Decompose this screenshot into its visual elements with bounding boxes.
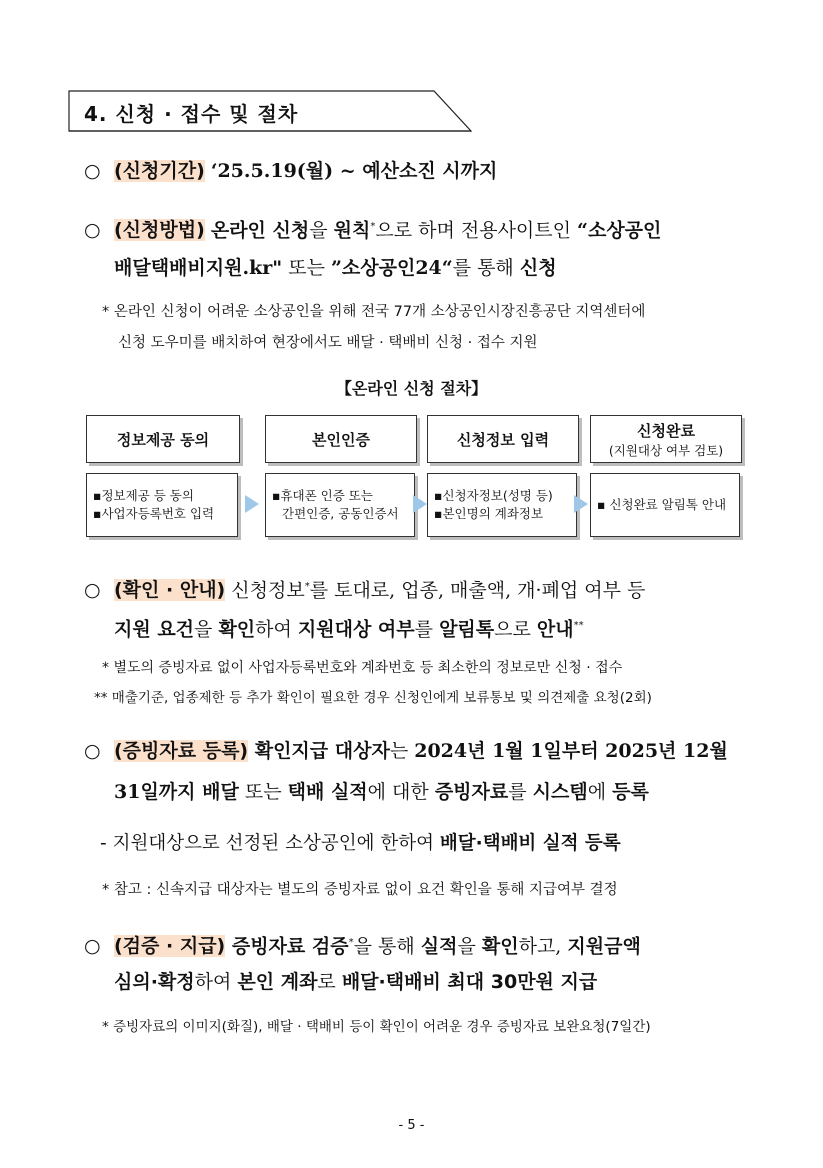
verify-t4: 을 [457,935,482,958]
confirm-t10: 으로 [494,618,537,641]
flow-detail-line: 간편인증, 공동인증서 [282,506,399,521]
verify-t1: 증빙자료 검증 [225,935,349,958]
flow-detail-consent [86,473,238,537]
confirm-t11: 안내 [536,618,574,641]
evidence-marker: ○ [84,740,101,762]
evidence-t11: 에 [587,781,613,803]
verify-t11: 로 [317,971,342,993]
flow-detail-line: ▪본인명의 계좌정보 [434,506,544,521]
confirm-sup1: * [304,581,310,592]
flow-step-title: 신청정보 입력 [456,430,550,449]
evidence-t6: 택배 실적 [287,781,368,803]
confirm-t8: 를 [414,618,440,641]
confirm-note2 [94,687,652,709]
verify-item [84,929,641,960]
evidence-t4: 31일까지 배달 [114,781,239,803]
flow-step-title: 신청완료 [637,421,695,440]
method-note-mark: * [102,304,110,320]
method-online: 온라인 신청 [210,219,310,242]
flow-step-consent [86,415,240,463]
confirm-t6: 하여 [255,618,298,641]
flow-detail-line: ▪사업자등록번호 입력 [93,506,215,521]
confirm-sup2: ** [573,620,584,631]
evidence-item-line2 [114,778,649,806]
method-sup: * [370,221,376,232]
period-label: (신청기간) [114,160,205,182]
verify-label: (검증 · 지급) [114,935,226,958]
confirm-t5: 확인 [218,618,256,641]
method-principle: 원칙 [333,219,371,242]
confirm-note1-mark: * [102,660,109,676]
flow-arrow-icon [574,495,588,513]
flow-arrow-icon [245,495,259,513]
period-item [84,157,497,185]
method-t4: 으로 하며 전용사이트인 [375,219,578,242]
flow-detail-complete [590,473,740,537]
flow-detail-line: ▪휴대폰 인증 또는 [272,488,373,503]
verify-sup: * [348,937,354,948]
method-item-line2 [114,254,557,282]
method-note [102,301,645,323]
method-site1b: 배달택배비지원.kr" [114,257,283,279]
evidence-t8: 증빙자료 [434,781,509,803]
evidence-item [84,737,728,765]
verify-t7: 지원금액 [567,935,641,958]
period-marker: ○ [84,160,101,182]
confirm-note2-text: 매출기준, 업종제한 등 추가 확인이 필요한 경우 신청인에게 보류통보 및 의견제출 요청(2회) [111,690,652,706]
flow-step-title: 본인인증 [312,430,370,449]
method-t7: 또는 [282,257,331,279]
confirm-note1-text: 별도의 증빙자료 없이 사업자등록번호와 계좌번호 등 최소한의 정보로만 신청 · 접수 [113,660,623,676]
period-text: ‘25.5.19(월) ~ 예산소진 시까지 [210,160,498,182]
confirm-note2-mark: ** [94,690,108,706]
flow-detail-auth [265,473,415,537]
method-item [84,213,661,244]
evidence-dash-item [100,830,621,858]
confirm-item-line2 [114,612,584,643]
evidence-t9: 를 [508,781,533,803]
evidence-note [102,879,618,901]
confirm-label: (확인 · 안내) [114,579,226,602]
verify-t2: 을 통해 [353,935,421,958]
flow-step-input [427,415,579,463]
verify-t8: 심의·확정 [114,971,195,993]
method-marker: ○ [84,219,101,242]
confirm-note1 [102,657,622,679]
confirm-t4: 을 [194,618,219,641]
verify-t6: 하고, [518,935,568,958]
flow-step-auth [265,415,417,463]
method-t9: 를 통해 [452,257,520,279]
confirm-item [84,573,645,604]
method-site1a: “소상공인 [577,219,662,242]
page-number: - 5 - [398,1118,425,1133]
evidence-note-text: 참고 : 신속지급 대상자는 별도의 증빙자료 없이 요건 확인을 통해 지급여부 결정 [113,882,618,898]
method-note-line1: 온라인 신청이 어려운 소상공인을 위해 전국 77개 소상공인시장진흥공단 지역센터에 [113,304,646,320]
verify-t10: 본인 계좌 [237,971,318,993]
section-header [68,90,472,132]
flow-detail-line: ▪신청자정보(성명 등) [434,488,553,503]
verify-item-line2 [114,968,597,996]
method-note-2 [118,332,538,354]
evidence-t12: 등록 [612,781,649,803]
verify-t12: 배달·택배비 최대 30만원 지급 [341,971,598,993]
evidence-t5: 또는 [238,781,288,803]
verify-t9: 하여 [194,971,238,993]
verify-note-text: 증빙자료의 이미지(화질), 배달 · 택배비 등이 확인이 어려운 경우 증빙자료 보완요청(7일간) [113,1019,651,1035]
method-site2: ”소상공인24“ [330,257,453,279]
verify-note-mark: * [102,1019,109,1035]
evidence-t2: 는 [389,740,415,762]
verify-marker: ○ [84,935,101,958]
verify-note [102,1016,651,1038]
flow-detail-line: ▪ 신청완료 알림톡 안내 [597,497,727,512]
evidence-dash1: 지원대상으로 선정된 소상공인에 한하여 [112,833,440,854]
evidence-note-mark: * [102,882,110,898]
flow-detail-input [427,473,577,537]
evidence-label: (증빙자료 등록) [114,740,249,762]
confirm-t2: 를 토대로, 업종, 매출액, 개·폐업 여부 등 [309,579,646,602]
confirm-t3: 지원 요건 [114,618,195,641]
evidence-t3: 2024년 1월 1일부터 2025년 12월 [414,740,728,762]
flow-step-sub: (지원대상 여부 검토) [608,442,724,458]
method-t2: 을 [309,219,334,242]
method-note-line2: 신청 도우미를 배치하여 현장에서도 배달 · 택배비 신청 · 접수 지원 [118,335,538,351]
section-title: 4. 신청 · 접수 및 절차 [84,102,299,126]
method-label: (신청방법) [114,219,205,242]
flow-step-title: 정보제공 동의 [116,430,210,449]
flow-arrow-icon [413,495,427,513]
confirm-marker: ○ [84,579,101,602]
method-apply: 신청 [519,257,557,279]
evidence-t7: 에 대한 [367,781,435,803]
evidence-dash2: 배달·택배비 실적 등록 [439,833,621,854]
evidence-dash-mark: - [100,833,107,854]
verify-t3: 실적 [420,935,458,958]
flow-title: 【온라인 신청 절차】 [335,379,488,398]
confirm-t9: 알림톡 [439,618,495,641]
evidence-t10: 시스템 [532,781,588,803]
flow-step-complete [590,415,742,463]
verify-t5: 확인 [481,935,519,958]
evidence-t1: 확인지급 대상자 [248,740,390,762]
confirm-t7: 지원대상 여부 [297,618,415,641]
flow-detail-line: ▪정보제공 등 동의 [93,488,194,503]
confirm-t1: 신청정보 [225,579,305,602]
